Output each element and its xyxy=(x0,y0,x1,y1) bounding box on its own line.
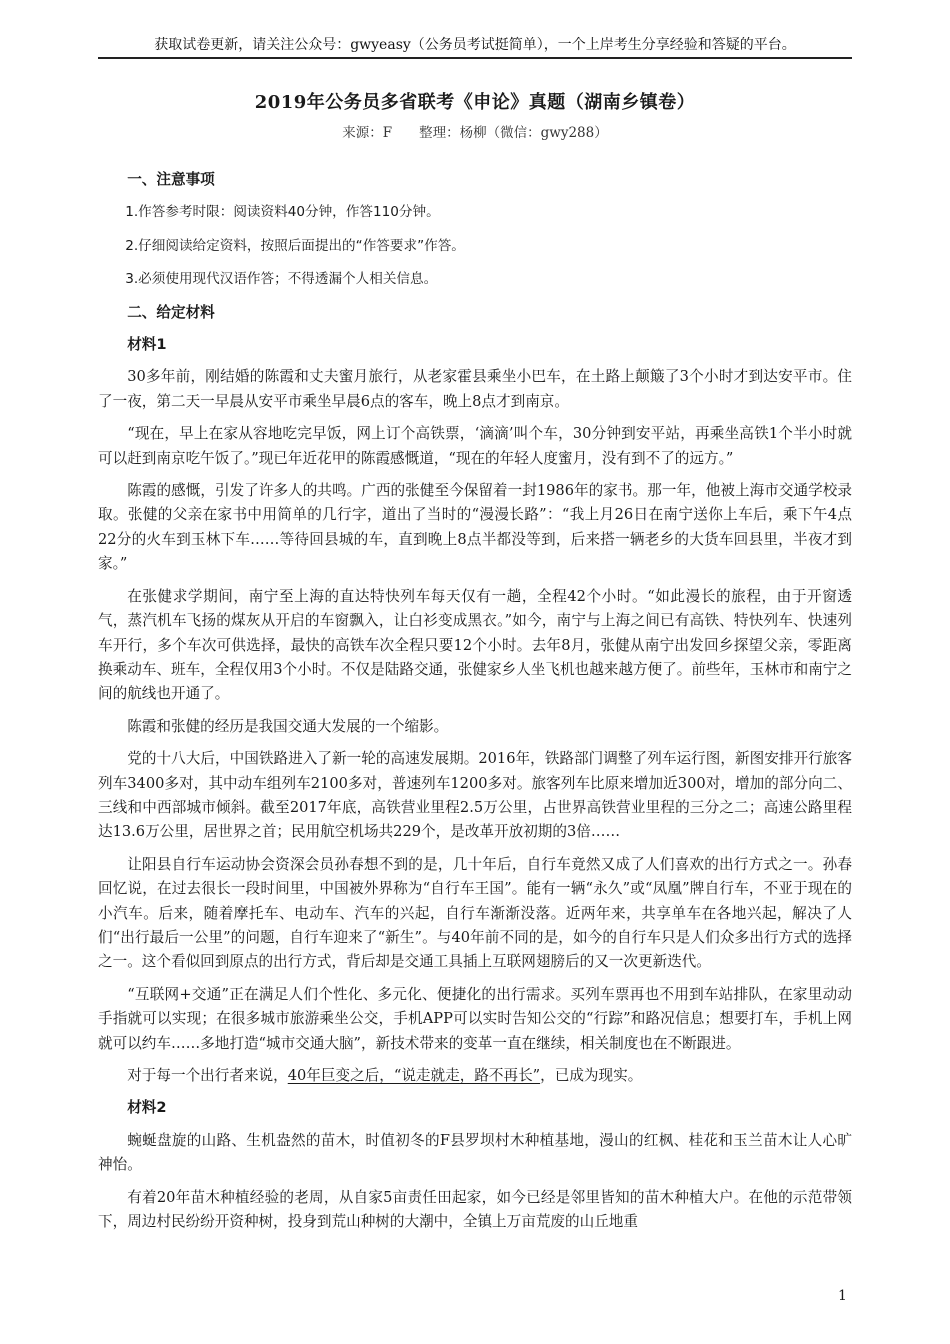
notice-item: 3.必须使用现代汉语作答；不得透漏个人相关信息。 xyxy=(125,271,438,288)
conclusion-text-after: ，已成为现实。 xyxy=(540,1067,643,1084)
paragraph: 在张健求学期间，南宁至上海的直达特快列车每天仅有一趟，全程42个小时。“如此漫长的旅程，由于开窗透气，蒸汽机车飞扬的煤灰从开启的车窗飘入，让白衫变成黑衣。”如今，南宁与上海之间已有高铁、特快列车、快速列车开行，多个车次可供选择，最快的高铁车次全程只要12个小时。去年8月，张健从南宁出发回乡探望父亲，零距离换乘动车、班车，全程仅用3个小时。不仅是陆路交通，张健家乡人坐飞机也越来越方便了。前些年，玉林市和南宁之间的航线也开通了。 xyxy=(98,587,852,703)
notice-heading: 一、注意事项 xyxy=(127,171,215,188)
paragraph: “互联网+交通”正在满足人们个性化、多元化、便捷化的出行需求。买列车票再也不用到车站排队，在家里动动手指就可以实现；在很多城市旅游乘坐公交，手机APP可以实时告知公交的“行踪”和路况信息；想要打车，手机上网就可以约车……多地打造“城市交通大脑”，新技术带来的变革一直在继续，相关制度也在不断跟进。 xyxy=(98,985,852,1052)
materials-heading: 二、给定材料 xyxy=(127,303,215,321)
header-note: 获取试卷更新，请关注公众号：gwyeasy（公务员考试挺简单），一个上岸考生分享经验和答疑的平台。 xyxy=(154,37,796,53)
paragraph: 陈霞的感慨，引发了许多人的共鸣。广西的张健至今保留着一封1986年的家书。那一年，他被上海市交通学校录取。张健的父亲在家书中用简单的几行字，道出了当时的“漫漫长路”：“我上月26日在南宁送你上车后，乘下午4点22分的火车到玉林下车……等待回县城的车，直到晚上8点半都没等到，后来搭一辆老乡的大货车回县里，半夜才到家。” xyxy=(98,482,852,573)
page-number: 1 xyxy=(838,1288,847,1304)
notice-item: 1.作答参考时限：阅读资料40分钟，作答110分钟。 xyxy=(125,204,440,221)
paragraph: 让阳县自行车运动协会资深会员孙春想不到的是，几十年后，自行车竟然又成了人们喜欢的出行方式之一。孙春回忆说，在过去很长一段时间里，中国被外界称为“自行车王国”。能有一辆“永久”或“凤凰”牌自行车，不亚于现在的小汽车。后来，随着摩托车、电动车、汽车的兴起，自行车渐渐没落。近两年来，共享单车在各地兴起，解决了人们“出行最后一公里”的问题，自行车迎来了“新生”。与40年前不同的是，如今的自行车只是人们众多出行方式的选择之一。这个看似回到原点的出行方式，背后却是交通工具插上互联网翅膀后的又一次更新迭代。 xyxy=(98,855,852,971)
paragraph: 陈霞和张健的经历是我国交通大发展的一个缩影。 xyxy=(127,717,449,735)
document-body xyxy=(98,168,852,1242)
source-line: 来源：F 整理：杨柳（微信：gwy288） xyxy=(342,125,608,141)
material-1-heading: 材料1 xyxy=(127,336,167,354)
paragraph: 30多年前，刚结婚的陈霞和丈夫蜜月旅行，从老家霍县乘坐小巴车，在土路上颠簸了3个小时才到达安平市。住了一夜，第二天一早晨从安平市乘坐早晨6点的客车，晚上8点才到南京。 xyxy=(98,368,852,410)
underlined-phrase: 40年巨变之后，“说走就走，路不再长” xyxy=(287,1067,541,1084)
header-divider xyxy=(98,57,852,59)
paragraph-conclusion xyxy=(98,1064,852,1088)
material-2-heading: 材料2 xyxy=(127,1099,167,1117)
paragraph: 党的十八大后，中国铁路进入了新一轮的高速发展期。2016年，铁路部门调整了列车运行图，新图安排开行旅客列车3400多对，其中动车组列车2100多对，普速列车1200多对。旅客列车比原来增加近300对，增加的部分向二、三线和中西部城市倾斜。截至2017年底，高铁营业里程2.5万公里，占世界高铁营业里程的三分之二；高速公路里程达13.6万公里，居世界之首；民用航空机场共229个，是改革开放初期的3倍…… xyxy=(98,750,852,841)
paragraph: 有着20年苗木种植经验的老周，从自家5亩责任田起家，如今已经是邻里皆知的苗木种植大户。在他的示范带领下，周边村民纷纷开资种树，投身到荒山种树的大潮中，全镇上万亩荒废的山丘地重 xyxy=(98,1188,852,1231)
conclusion-text-before: 对于每一个出行者来说， xyxy=(127,1067,288,1084)
page-title: 2019年公务员多省联考《申论》真题（湖南乡镇卷） xyxy=(254,92,696,113)
paragraph: “现在，早上在家从容地吃完早饭，网上订个高铁票，‘滴滴’叫个车，30分钟到安平站，再乘坐高铁1个半小时就可以赶到南京吃午饭了。”现已年近花甲的陈霞感慨道，“现在的年轻人度蜜月，没有到不了的远方。” xyxy=(98,425,852,467)
notice-item: 2.仔细阅读给定资料，按照后面提出的“作答要求”作答。 xyxy=(125,237,465,254)
paragraph: 蜿蜒盘旋的山路、生机盎然的苗木，时值初冬的F县罗坝村木种植基地，漫山的红枫、桂花和玉兰苗木让人心旷神怡。 xyxy=(98,1131,852,1174)
